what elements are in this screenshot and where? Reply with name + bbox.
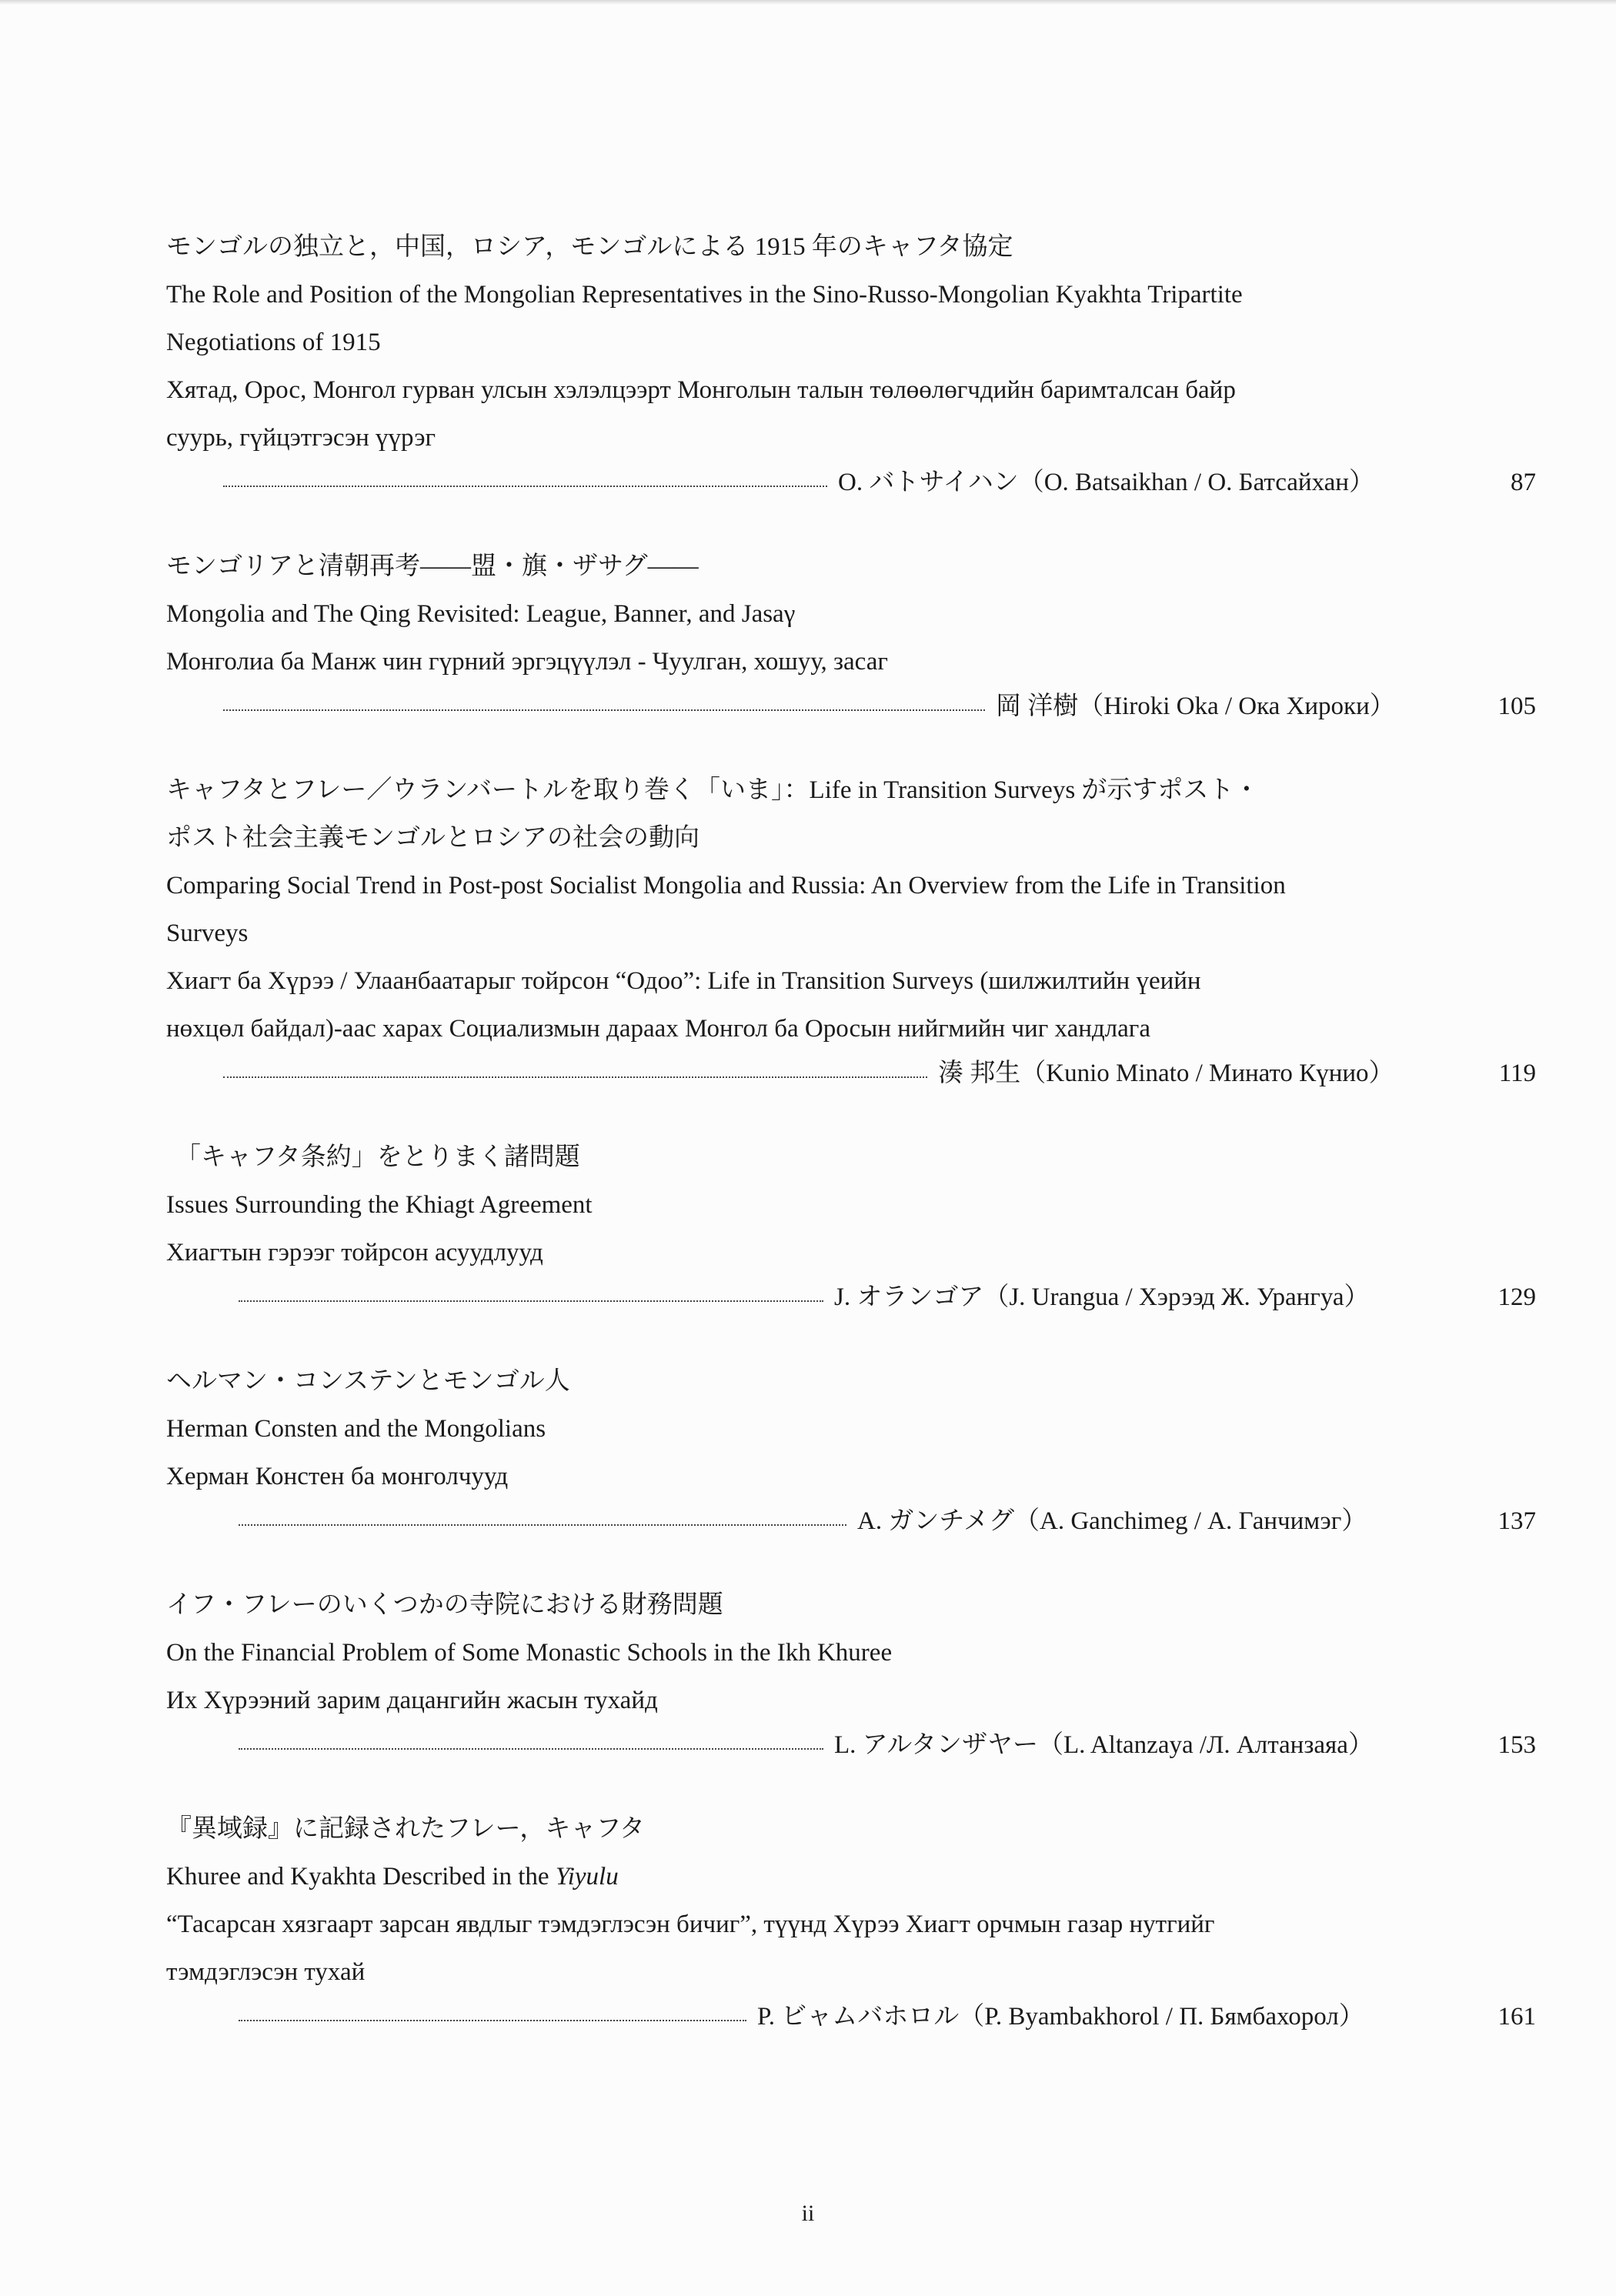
toc-entry [166,1805,1536,2044]
author-row [166,686,1536,733]
title-mongolian-cont: суурь, гүйцэтгэсэн үүрэг [166,424,436,452]
author-name: J. オランゴア（J. Urangua / Хэрээд Ж. Урангуа） [834,1283,1370,1311]
title-mongolian: Херман Констен ба монголчууд [166,1463,509,1490]
author-name: O. バトサイハン（O. Batsaikhan / О. Батсайхан） [838,469,1374,496]
dot-leader [239,1748,823,1750]
page-number: 129 [1497,1283,1536,1311]
title-japanese-cont: ポスト社会主義モンゴルとロシアの社会の動向 [166,824,699,852]
title-english-text: Khuree and Kyakhta Described in the [166,1863,556,1891]
title-english-italic: Yiyulu [555,1863,619,1891]
dot-leader [223,709,985,711]
title-japanese: キャフタとフレー／ウランバートルを取り巻く「いま」：Life in Transition Surveys が示すポスト・ [166,776,1260,804]
author-name: 岡 洋樹（Hiroki Oka / Ока Хироки） [996,692,1395,720]
title-english [166,1853,1536,1901]
page-number: 153 [1497,1731,1536,1759]
title-mongolian: Хятад, Орос, Монгол гурван улсын хэлэлцээрт Монголын талын төлөөлөгчдийн баримталсан байр [166,376,1236,404]
title-english: Comparing Social Trend in Post-post Socialist Mongolia and Russia: An Overview from the Life in Transition [166,872,1286,899]
title-mongolian: Хиагтын гэрээг тойрсон асуудлууд [166,1239,543,1266]
author-row [166,462,1536,509]
author-row [166,1053,1536,1100]
author-name: A. ガンチメグ（A. Ganchimeg / А. Ганчимэг） [857,1507,1367,1535]
title-english-cont: Negotiations of 1915 [166,329,381,356]
page-edge [0,0,1616,5]
title-mongolian: Их Хүрээний зарим дацангийн жасын тухайд [166,1687,658,1714]
title-mongolian-cont: нөхцөл байдал)-аас харах Социализмын дараах Монгол ба Оросын нийгмийн чиг хандлага [166,1015,1150,1043]
dot-leader [239,1524,846,1526]
author-row [166,1276,1536,1324]
dot-leader [239,1300,823,1302]
author-name: P. ビャムバホロル（P. Byambakhorol / П. Бямбахорол） [757,2003,1364,2031]
page-number: 105 [1497,692,1536,720]
author-row [166,1500,1536,1548]
dot-leader [239,2020,746,2021]
title-english: Mongolia and The Qing Revisited: League, Banner, and Jasaγ [166,600,796,628]
author-name: 湊 邦生（Kunio Minato / Минато Күнио） [938,1060,1394,1087]
title-japanese: モンゴリアと清朝再考――盟・旗・ザサグ―― [166,552,699,580]
author-name: L. アルタンザヤー（L. Altanzaya /Л. Алтанзаяа） [834,1731,1374,1759]
toc-entry [166,1581,1536,1772]
title-japanese: モンゴルの独立と，中国，ロシア，モンゴルによる 1915 年のキャフタ協定 [166,233,1013,261]
title-mongolian: Хиагт ба Хүрээ / Улаанбаатарыг тойрсон “Одоо”: Life in Transition Surveys (шилжилтийн үеийн [166,967,1201,995]
toc-entry [166,1133,1536,1324]
table-of-contents [166,223,1536,2077]
dot-leader [223,1076,927,1078]
title-english-cont: Surveys [166,919,249,947]
folio-page-number: ii [801,2201,815,2226]
toc-entry [166,542,1536,733]
page-number: 161 [1497,2003,1536,2031]
title-mongolian-cont: тэмдэглэсэн тухай [166,1958,366,1986]
page-number: 87 [1511,469,1536,496]
title-english: Issues Surrounding the Khiagt Agreement [166,1191,593,1219]
page-number: 137 [1497,1507,1536,1535]
title-japanese: 『異域録』に記録されたフレー，キャフタ [166,1815,646,1843]
title-mongolian: “Тасарсан хязгаарт зарсан явдлыг тэмдэглэсэн бичиг”, түүнд Хүрээ Хиагт орчмын газар нутгийг [166,1911,1215,1938]
author-row [166,1724,1536,1772]
title-japanese: イフ・フレーのいくつかの寺院における財務問題 [166,1591,723,1619]
title-japanese: ヘルマン・コンステンとモンゴル人 [166,1367,570,1395]
page-number: 119 [1498,1060,1536,1087]
title-english: Herman Consten and the Mongolians [166,1415,546,1443]
toc-entry [166,766,1536,1100]
toc-entry [166,1357,1536,1548]
title-english: The Role and Position of the Mongolian Representatives in the Sino-Russo-Mongolian Kyakhta Tripartite [166,281,1243,309]
author-row [166,1996,1536,2044]
title-mongolian: Монголиа ба Манж чин гүрний эргэцүүлэл - Чуулган, хошуу, засаг [166,648,888,676]
title-english: On the Financial Problem of Some Monastic Schools in the Ikh Khuree [166,1639,893,1667]
toc-entry [166,223,1536,509]
title-japanese: 「キャフタ条約」をとりまく諸問題 [175,1143,580,1171]
dot-leader [223,486,827,487]
